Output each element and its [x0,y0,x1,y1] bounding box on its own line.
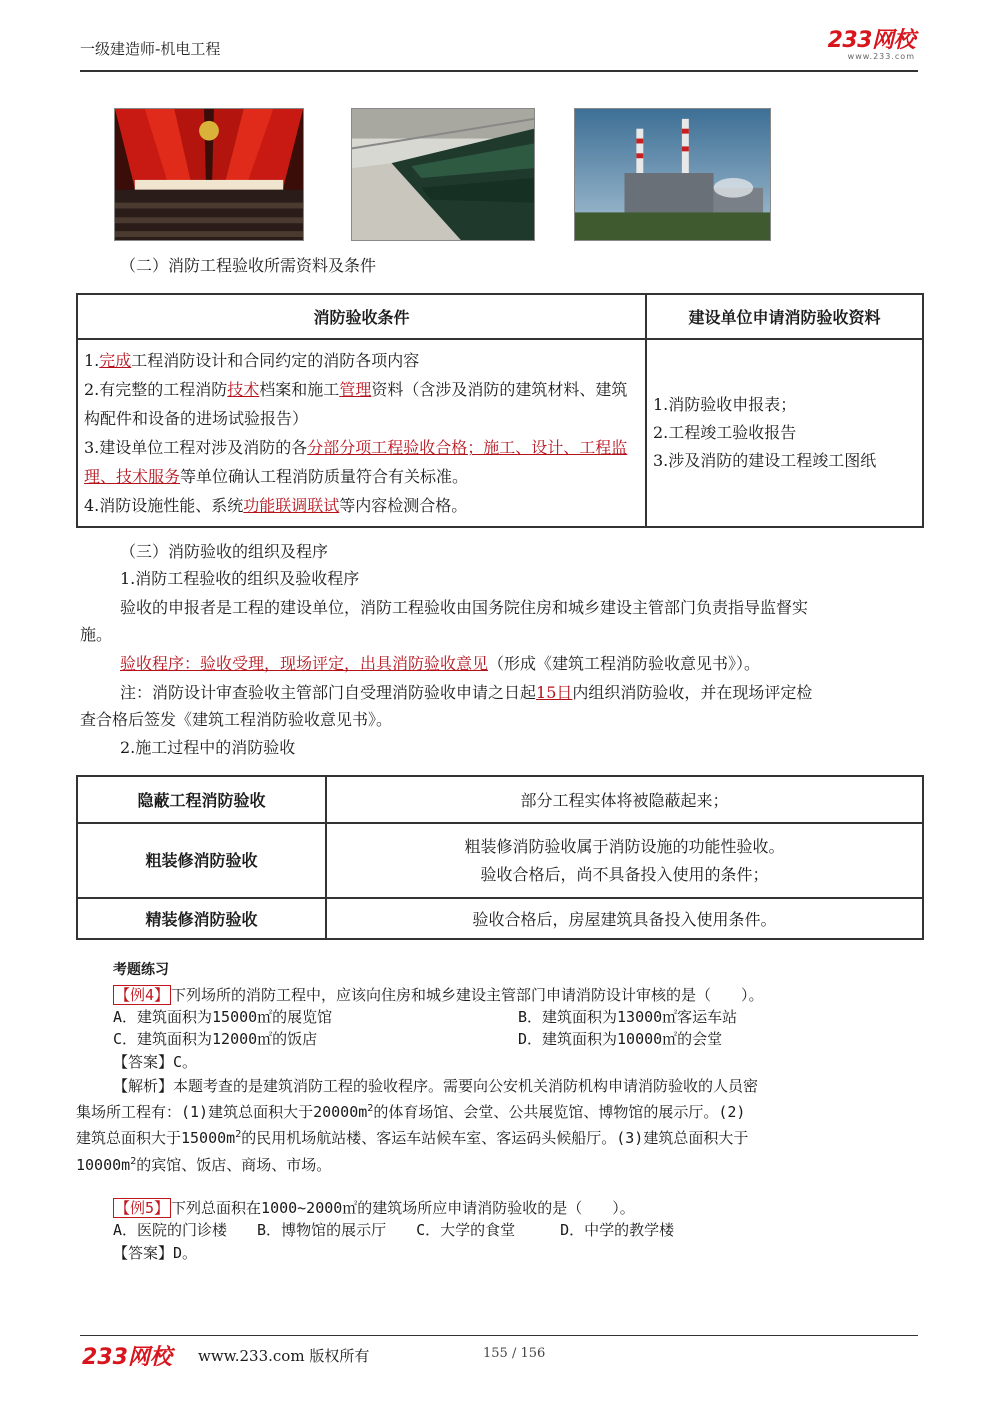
table-header: 建设单位申请消防验收资料 [646,294,923,339]
page-number: 155 / 156 [483,1346,546,1361]
photo-train-station [351,108,535,241]
document-header-title: 一级建造师-机电工程 [80,40,221,58]
exercise-4-question: 【例4】 下列场所的消防工程中，应该向住房和城乡建设主管部门申请消防设计审核的是（ ）。 [115,986,764,1004]
condition-item: 3.建设单位工程对涉及消防的各分部分项工程验收合格；施工、设计、工程监理、技术服务等单位确认工程消防质量符合有关标准。 [84,438,628,486]
table-header: 消防验收条件 [77,294,646,339]
material-item: 1.消防验收申报表； [653,395,797,414]
footer-copyright: www.233.com 版权所有 [198,1347,370,1365]
exercise-4-explanation: $10000m^2$的宾馆、饭店、商场、市场。 [76,1156,332,1174]
table-row [77,898,923,939]
logo-url: www.233.com [847,52,915,61]
row-name: 精装修消防验收 [77,898,326,939]
section-heading: （三）消防验收的组织及程序 [120,542,329,561]
exercise-4-answer: 【答案】C。 [113,1053,198,1071]
exercise-4-explanation: 建筑总面积大于$15000m^2$的民用机场航站楼、客运车站候车室、客运码头候船厅。(3)建筑总面积大于 [76,1129,749,1147]
acceptance-table [76,293,924,528]
footer-divider [80,1335,918,1336]
exercise-5-options: A．医院的门诊楼 B．博物馆的展示厅 C．大学的食堂 D．中学的教学楼 [113,1221,675,1239]
photo-power-plant [574,108,771,241]
footer-logo: 233网校 [82,1345,172,1370]
logo-text: 233网校 [827,28,915,53]
exercise-4-label: 【例4】 [115,986,170,1004]
exercise-5-question: 【例5】 下列总面积在1000~2000㎡的建筑场所应申请消防验收的是（ ）。 [115,1199,635,1217]
paragraph-cont: 施。 [80,625,113,644]
condition-item: 4.消防设施性能、系统功能联调联试等内容检测合格。 [84,496,468,515]
exercise-4-explanation: 集场所工程有：(1)建筑总面积大于$20000m^2$的体育场馆、会堂、公共展览馆、博物馆的展示厅。(2) [76,1103,746,1121]
table-row [77,776,923,823]
row-name: 粗装修消防验收 [77,823,326,898]
option-a: A．建筑面积为15000㎡的展览馆 [113,1008,333,1026]
exercise-4-explanation: 【解析】本题考查的是建筑消防工程的验收程序。需要向公安机关消防机构申请消防验收的人员密 [113,1077,759,1095]
condition-item: 1.完成工程消防设计和合同约定的消防各项内容 [84,351,420,370]
subsection-heading: 2.施工过程中的消防验收 [120,738,296,757]
exercise-5-label: 【例5】 [115,1199,170,1217]
row-name: 隐蔽工程消防验收 [77,776,326,823]
row-desc: 验收合格后，房屋建筑具备投入使用条件。 [326,898,923,939]
note-paragraph-cont: 查合格后签发《建筑工程消防验收意见书》。 [80,710,393,729]
photo-assembly-hall [114,108,304,241]
header-divider [80,70,918,72]
exercise-5-answer: 【答案】D。 [113,1244,198,1262]
material-item: 2.工程竣工验收报告 [653,423,797,442]
material-item: 3.涉及消防的建设工程竣工图纸 [653,451,877,470]
row-desc: 粗装修消防验收属于消防设施的功能性验收。 验收合格后，尚不具备投入使用的条件； [326,823,923,898]
conditions-cell [77,339,646,527]
procedure-paragraph: 验收程序：验收受理，现场评定，出具消防验收意见（形成《建筑工程消防验收意见书》）。 [120,654,761,673]
condition-item: 2.有完整的工程消防技术档案和施工管理资料（含涉及消防的建筑材料、建筑构配件和设备的进场试验报告） [84,380,628,428]
subsection-heading: 1.消防工程验收的组织及验收程序 [120,569,360,588]
option-b: B．建筑面积为13000㎡客运车站 [518,1008,738,1026]
section-heading: （二）消防工程验收所需资料及条件 [120,256,377,275]
row-desc: 部分工程实体将被隐蔽起来； [326,776,923,823]
option-c: C．建筑面积为12000㎡的饭店 [113,1030,318,1048]
brand-logo [828,30,915,62]
option-d: D．建筑面积为10000㎡的会堂 [518,1030,723,1048]
note-paragraph: 注：消防设计审查验收主管部门自受理消防验收申请之日起15日内组织消防验收，并在现场评定检 [120,683,813,702]
construction-acceptance-table [76,775,924,940]
paragraph: 验收的申报者是工程的建设单位，消防工程验收由国务院住房和城乡建设主管部门负责指导监督实 [120,598,809,617]
table-row [77,823,923,898]
exercise-heading: 考题练习 [113,962,169,978]
materials-cell [646,339,923,527]
